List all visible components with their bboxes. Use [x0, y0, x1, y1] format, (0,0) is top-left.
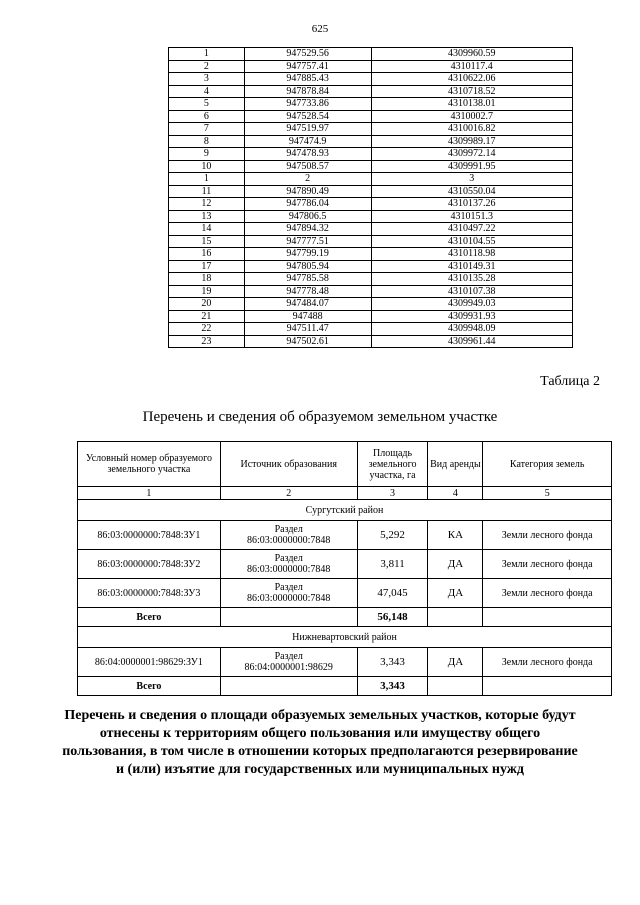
plot-number: 86:04:0000001:98629:ЗУ1	[78, 648, 221, 677]
plot-lease-type: ДА	[428, 648, 483, 677]
plot-area: 3,811	[357, 550, 428, 579]
coordinate-x: 947805.94	[244, 260, 371, 273]
table-title: Перечень и сведения об образуемом земельном участке	[142, 409, 498, 425]
coordinate-y: 4309961.44	[371, 335, 573, 348]
plot-land-category: Земли лесного фонда	[483, 579, 612, 608]
point-number: 11	[169, 185, 245, 198]
plot-number: 86:03:0000000:7848:ЗУ3	[78, 579, 221, 608]
table-row	[169, 98, 573, 111]
point-number: 1	[169, 48, 245, 61]
column-number: 1	[78, 487, 221, 500]
coordinate-x: 947511.47	[244, 323, 371, 336]
table-row	[169, 135, 573, 148]
source-parcel: 86:04:0000001:98629	[244, 662, 333, 673]
source-parcel: 86:03:0000000:7848	[247, 564, 331, 575]
empty-cell	[220, 608, 357, 627]
table-row	[169, 173, 573, 186]
coordinate-x: 947785.58	[244, 273, 371, 286]
coordinate-y: 4310149.31	[371, 260, 573, 273]
header-lease-type: Вид аренды	[428, 442, 483, 487]
coordinate-x: 2	[244, 173, 371, 186]
coordinate-y: 4309949.03	[371, 298, 573, 311]
table-row	[169, 110, 573, 123]
table-row	[169, 185, 573, 198]
header-area: Площадь земельного участка, га	[357, 442, 428, 487]
table-row	[169, 73, 573, 86]
column-number: 3	[357, 487, 428, 500]
plot-land-category: Земли лесного фонда	[483, 648, 612, 677]
source-label: Раздел	[274, 651, 303, 662]
point-number: 2	[169, 60, 245, 73]
table-row	[169, 198, 573, 211]
coordinate-y: 4310016.82	[371, 123, 573, 136]
coordinate-y: 4310138.01	[371, 98, 573, 111]
plot-lease-type: ДА	[428, 579, 483, 608]
coordinate-y: 4310117.4	[371, 60, 573, 73]
point-number: 7	[169, 123, 245, 136]
column-number: 4	[428, 487, 483, 500]
table-row	[169, 48, 573, 61]
table-row	[169, 148, 573, 161]
plot-lease-type: ДА	[428, 550, 483, 579]
header-source: Источник образования	[220, 442, 357, 487]
coordinate-x: 947502.61	[244, 335, 371, 348]
plot-source	[220, 579, 357, 608]
coordinate-x: 947484.07	[244, 298, 371, 311]
plot-source	[220, 550, 357, 579]
coordinate-y: 4310497.22	[371, 223, 573, 236]
plot-number: 86:03:0000000:7848:ЗУ1	[78, 521, 221, 550]
point-number: 6	[169, 110, 245, 123]
coordinate-y: 4309991.95	[371, 160, 573, 173]
table-row	[169, 323, 573, 336]
point-number: 14	[169, 223, 245, 236]
coordinate-x: 947778.48	[244, 285, 371, 298]
column-number: 5	[483, 487, 612, 500]
coordinate-y: 4310135.28	[371, 273, 573, 286]
table-row	[78, 648, 612, 677]
coordinate-x: 947777.51	[244, 235, 371, 248]
table-row	[169, 285, 573, 298]
empty-cell	[220, 677, 357, 696]
header-land-category: Категория земель	[483, 442, 612, 487]
total-row	[78, 677, 612, 696]
district-name: Сургутский район	[78, 500, 612, 521]
coordinate-x: 947529.56	[244, 48, 371, 61]
coordinate-y: 4309931.93	[371, 310, 573, 323]
plot-land-category: Земли лесного фонда	[483, 521, 612, 550]
coordinate-x: 947799.19	[244, 248, 371, 261]
coordinate-y: 4310137.26	[371, 198, 573, 211]
total-label: Всего	[78, 677, 221, 696]
point-number: 5	[169, 98, 245, 111]
district-name: Нижневартовский район	[78, 627, 612, 648]
point-number: 9	[169, 148, 245, 161]
point-number: 23	[169, 335, 245, 348]
coordinate-x: 947508.57	[244, 160, 371, 173]
coordinate-x: 947878.84	[244, 85, 371, 98]
plot-land-category: Земли лесного фонда	[483, 550, 612, 579]
coordinate-y: 3	[371, 173, 573, 186]
coordinate-y: 4309960.59	[371, 48, 573, 61]
coordinate-x: 947488	[244, 310, 371, 323]
point-number: 10	[169, 160, 245, 173]
coordinate-x: 947733.86	[244, 98, 371, 111]
table-row	[169, 223, 573, 236]
coordinate-y: 4309989.17	[371, 135, 573, 148]
total-row	[78, 608, 612, 627]
source-label: Раздел	[274, 582, 303, 593]
source-label: Раздел	[274, 524, 303, 535]
bottom-heading: Перечень и сведения о площади образуемых земельных участков, которые будут отнесены к территориям общего пользования или имуществу общего пользования, в том числе в отношении которых предполагаются резервирование и (или) изъятие для государственных или муниципальных нужд	[62, 708, 578, 777]
coordinate-y: 4310107.38	[371, 285, 573, 298]
plot-area: 3,343	[357, 648, 428, 677]
empty-cell	[428, 677, 483, 696]
plot-source	[220, 521, 357, 550]
coordinate-x: 947474.9	[244, 135, 371, 148]
coordinate-y: 4309972.14	[371, 148, 573, 161]
table-row	[169, 160, 573, 173]
total-label: Всего	[78, 608, 221, 627]
point-number: 21	[169, 310, 245, 323]
coordinate-x: 947806.5	[244, 210, 371, 223]
point-number: 3	[169, 73, 245, 86]
source-parcel: 86:03:0000000:7848	[247, 593, 331, 604]
table-row	[78, 550, 612, 579]
coordinate-x: 947894.32	[244, 223, 371, 236]
district-row	[78, 500, 612, 521]
table-row	[78, 521, 612, 550]
column-number: 2	[220, 487, 357, 500]
table-row	[169, 335, 573, 348]
empty-cell	[483, 677, 612, 696]
plot-area: 5,292	[357, 521, 428, 550]
point-number: 15	[169, 235, 245, 248]
table-row	[78, 579, 612, 608]
plot-number: 86:03:0000000:7848:ЗУ2	[78, 550, 221, 579]
table-row	[169, 210, 573, 223]
point-number: 1	[169, 173, 245, 186]
table-row	[169, 260, 573, 273]
table-row	[169, 298, 573, 311]
point-number: 19	[169, 285, 245, 298]
table-row	[169, 60, 573, 73]
table-header-row	[78, 442, 612, 487]
coordinate-x: 947757.41	[244, 60, 371, 73]
table-row	[169, 235, 573, 248]
empty-cell	[483, 608, 612, 627]
plot-source	[220, 648, 357, 677]
coordinate-x: 947478.93	[244, 148, 371, 161]
land-plot-table	[77, 441, 612, 696]
header-plot-number: Условный номер образуемого земельного участка	[78, 442, 221, 487]
source-parcel: 86:03:0000000:7848	[247, 535, 331, 546]
coordinate-y: 4310718.52	[371, 85, 573, 98]
plot-lease-type: КА	[428, 521, 483, 550]
point-number: 12	[169, 198, 245, 211]
point-number: 20	[169, 298, 245, 311]
table-caption: Таблица 2	[540, 374, 600, 389]
plot-area: 47,045	[357, 579, 428, 608]
coordinate-x: 947890.49	[244, 185, 371, 198]
district-row	[78, 627, 612, 648]
point-number: 13	[169, 210, 245, 223]
page-number: 625	[311, 23, 329, 35]
point-number: 17	[169, 260, 245, 273]
total-area: 3,343	[357, 677, 428, 696]
point-number: 18	[169, 273, 245, 286]
coordinate-y: 4310622.06	[371, 73, 573, 86]
point-number: 8	[169, 135, 245, 148]
point-number: 16	[169, 248, 245, 261]
column-numbers-row	[78, 487, 612, 500]
total-area: 56,148	[357, 608, 428, 627]
point-number: 22	[169, 323, 245, 336]
coordinate-y: 4310550.04	[371, 185, 573, 198]
empty-cell	[428, 608, 483, 627]
coordinates-table-body	[169, 48, 573, 348]
table-row	[169, 85, 573, 98]
source-label: Раздел	[274, 553, 303, 564]
coordinate-y: 4310104.55	[371, 235, 573, 248]
coordinate-x: 947786.04	[244, 198, 371, 211]
coordinate-x: 947519.97	[244, 123, 371, 136]
table-row	[169, 310, 573, 323]
coordinates-table	[168, 47, 573, 348]
coordinate-y: 4310002.7	[371, 110, 573, 123]
table-row	[169, 123, 573, 136]
table-row	[169, 273, 573, 286]
table-row	[169, 248, 573, 261]
point-number: 4	[169, 85, 245, 98]
coordinate-x: 947885.43	[244, 73, 371, 86]
coordinate-y: 4310118.98	[371, 248, 573, 261]
coordinate-y: 4309948.09	[371, 323, 573, 336]
coordinate-y: 4310151.3	[371, 210, 573, 223]
coordinate-x: 947528.54	[244, 110, 371, 123]
